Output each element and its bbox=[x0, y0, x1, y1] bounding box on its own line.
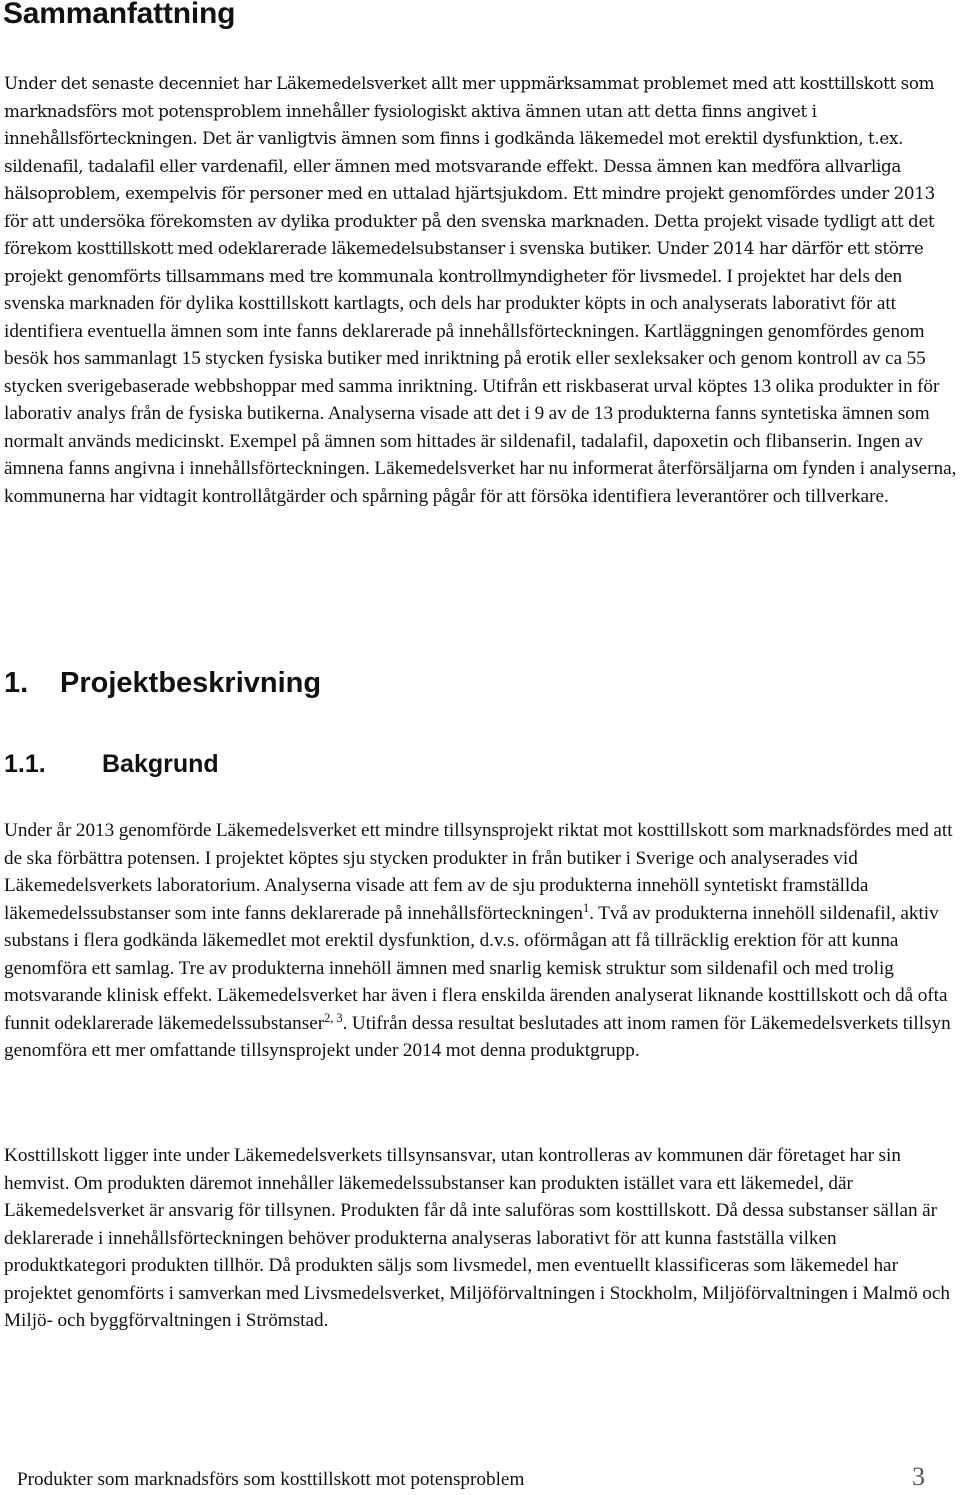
background-paragraph-2: Kosttillskott ligger inte under Läkemedelsverkets tillsynsansvar, utan kontrolleras av kommunen där företaget har sin hemvist. Om produkten däremot innehåller läkemedelssubstanser kan produkten istället vara ett läkemedel, där Läkemedelsverket är ansvarig för tillsynen. Produkten får då inte saluföras som kosttillskott. Då dessa substanser sällan är deklarerade i innehållsförteckningen behöver produkterna analyseras laborativt för att kunna fastställa vilken produktkategori produkten tillhör. Då produkten säljs som livsmedel, men eventuellt klassificeras som läkemedel har projektet genomförts i samverkan med Livsmedelsverket, Miljöförvaltningen i Stockholm, Miljöförvaltningen i Malmö och Miljö- och byggförvaltningen i Strömstad. bbox=[4, 1145, 950, 1331]
footnote-ref-1: 1 bbox=[582, 900, 590, 915]
background-paragraph-1 bbox=[4, 817, 960, 1065]
section-heading bbox=[4, 665, 321, 701]
footer-title: Produkter som marknadsförs som kosttillskott mot potensproblem bbox=[17, 1469, 525, 1490]
page-number: 3 bbox=[912, 1462, 925, 1491]
background-text-part-3: . Utifrån dessa resultat beslutades att inom ramen för Läkemedelsverkets tillsyn genomföra ett mer omfattande tillsynsprojekt under 2014 mot denna produktgrupp. bbox=[4, 1012, 951, 1061]
summary-heading: Sammanfattning bbox=[3, 0, 236, 30]
footnote-ref-2-3: 2, 3 bbox=[324, 1010, 343, 1025]
summary-text-part-2: I projektet har dels den svenska marknaden för dylika kosttillskott kartlagts, och dels har produkter köpts in och analyserats laborativt för att identifiera eventuella ämnen som inte fanns deklarerade på innehållsförteckningen. Kartläggningen genomfördes genom besök hos sammanlagt 15 stycken fysiska butiker med inriktning på erotik eller sexleksaker och genom kontroll av ca 55 stycken sverigebaserade webbshoppar med samma inriktning. Utifrån ett riskbaserat urval köptes 13 olika produkter in för laborativ analys från de fysiska butikerna. Analyserna visade att det i 9 av de 13 produkterna fanns syntetiska ämnen som normalt används medicinskt. Exempel på ämnen som hittades är sildenafil, tadalafil, dapoxetin och flibanserin. Ingen av ämnena fanns angivna i innehållsförteckningen. Läkemedelsverket har nu informerat återförsäljarna om fynden i analyserna, kommunerna har vidtagit kontrollåtgärder och spårning pågår för att försöka identifiera leverantörer och tillverkare. bbox=[4, 265, 957, 507]
section-title: Projektbeskrivning bbox=[60, 667, 322, 699]
section-number: 1. bbox=[4, 667, 29, 699]
background-text-part-2: . Två av produkterna innehöll sildenafil, aktiv substans i flera godkända läkemedlet mot erektil dysfunktion, d.v.s. oförmågan att få tillräcklig erektion för att kunna genomföra ett samlag. Tre av produkterna innehöll ämnen med snarlig kemisk struktur som sildenafil och med trolig motsvarande klinisk effekt. Läkemedelsverket har även i flera enskilda ärenden analyserat liknande kosttillskott och då ofta funnit odeklarerade läkemedelssubstanser bbox=[4, 902, 948, 1034]
background-text-part-1: Under år 2013 genomförde Läkemedelsverket ett mindre tillsynsprojekt riktat mot kosttillskott som marknadsfördes med att de ska förbättra potensen. I projektet köptes sju stycken produkter in från butiker i Sverige och analyserades vid Läkemedelsverkets laboratorium. Analyserna visade att fem av de sju produkterna innehöll syntetiskt framställda läkemedelssubstanser som inte fanns deklarerade på innehållsförteckningen bbox=[4, 820, 953, 924]
page-footer bbox=[17, 1462, 925, 1494]
subsection-heading bbox=[4, 748, 219, 780]
summary-text-part-1: Under det senaste decenniet har Läkemedelsverket allt mer uppmärksammat problemet med att kosttillskott som marknadsförs mot potensproblem innehåller fysiologiskt aktiva ämnen utan att detta finns angivet i innehållsförteckningen. Det är vanligtvis ämnen som finns i godkända läkemedel mot erektil dysfunktion, t.ex. sildenafil, tadalafil eller vardenafil, eller ämnen med motsvarande effekt. Dessa ämnen kan medföra allvarliga hälsoproblem, exempelvis för personer med en uttalad hjärtsjukdom. Ett mindre projekt genomfördes under 2013 för att undersöka förekomsten av dylika produkter på den svenska marknaden. Detta projekt visade tydligt att det förekom kosttillskott med odeklarerade läkemedelsubstanser i svenska butiker. Under 2014 har därför ett större projekt genomförts tillsammans med tre kommunala kontrollmyndigheter för livsmedel. bbox=[4, 73, 935, 286]
subsection-title: Bakgrund bbox=[102, 750, 219, 778]
subsection-number: 1.1. bbox=[4, 750, 46, 778]
summary-paragraph bbox=[4, 70, 960, 510]
